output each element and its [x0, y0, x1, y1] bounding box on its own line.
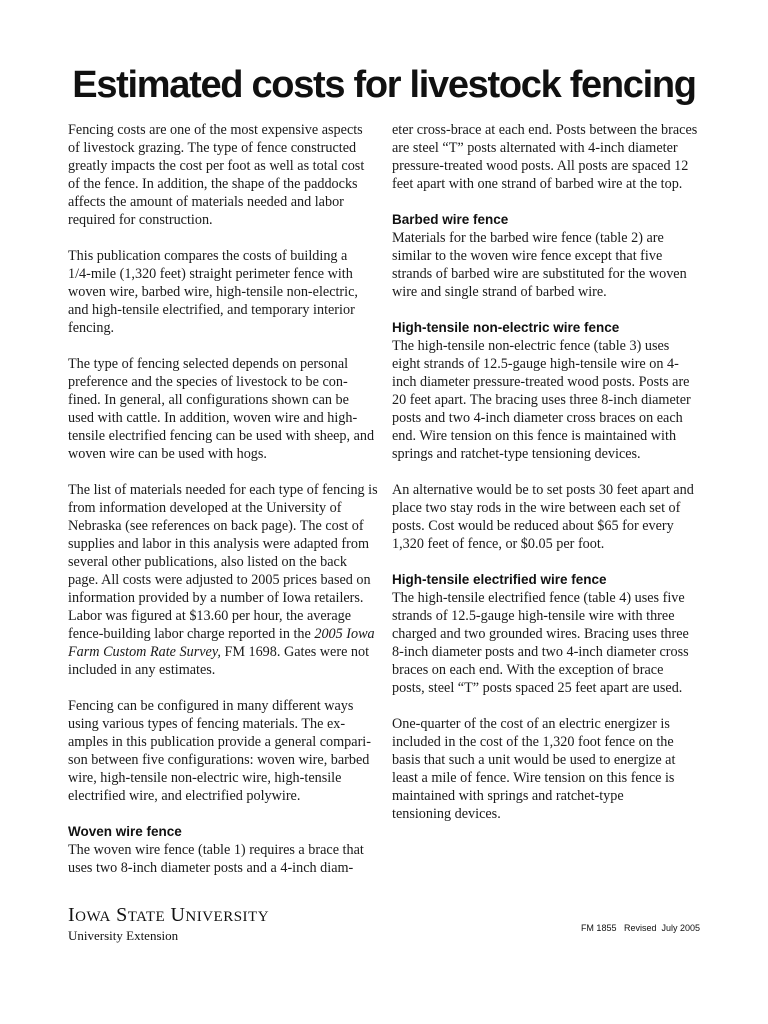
woven-wire-continued [392, 121, 704, 193]
text-line: eight strands of 12.5-gauge high-tensile wire on 4- [392, 356, 679, 372]
text-line: woven wire can be used with hogs. [68, 446, 267, 462]
text-line: springs and ratchet-type tensioning devices. [392, 446, 641, 462]
survey-title-part-2: Farm Custom Rate Survey, [68, 644, 221, 660]
text-line: eter cross-brace at each end. Posts between the braces [392, 122, 698, 138]
text-line: required for construction. [68, 212, 213, 228]
text-line: preference and the species of livestock to be con- [68, 374, 348, 390]
text-line: similar to the woven wire fence except that five [392, 248, 663, 264]
page-title: Estimated costs for livestock fencing [72, 64, 696, 106]
text-line: greatly impacts the cost per foot as well as total cost [68, 158, 365, 174]
text-line: included in the cost of the 1,320 foot fence on the [392, 734, 674, 750]
intro-paragraph [68, 121, 380, 229]
text-line: 20 feet apart. The bracing uses three 8-inch diameter [392, 392, 691, 408]
text-line: are steel “T” posts alternated with 4-inch diameter [392, 140, 678, 156]
configurations-paragraph [68, 697, 380, 805]
logo-extension-name: University Extension [68, 928, 179, 943]
text-line: of livestock grazing. The type of fence constructed [68, 140, 357, 156]
text-line: least a mile of fence. Wire tension on this fence is [392, 770, 675, 786]
text-line: The woven wire fence (table 1) requires a brace that [68, 842, 364, 858]
text-line: end. Wire tension on this fence is maintained with [392, 428, 677, 444]
text-line: place two stay rods in the wire between each set of [392, 500, 681, 516]
gates-note: included in any estimates. [68, 662, 216, 678]
survey-title-part-1: 2005 Iowa [314, 626, 375, 642]
woven-wire-text [68, 841, 380, 877]
text-line: posts, steel “T” posts spaced 25 feet apart are used. [392, 680, 683, 696]
text-line: from information developed at the University of [68, 500, 342, 516]
barbed-wire-heading: Barbed wire fence [392, 212, 509, 227]
text-line: charged and two grounded wires. Bracing uses three [392, 626, 689, 642]
text-line: woven wire, barbed wire, high-tensile non-electric, [68, 284, 358, 300]
publication-number: FM 1855 Revised July 2005 [580, 923, 700, 933]
text-line: Nebraska (see references on back page). The cost of [68, 518, 364, 534]
text-line: The high-tensile electrified fence (table 4) uses five [392, 590, 685, 606]
text-line: fined. In general, all configurations shown can be [68, 392, 349, 408]
text-line: Materials for the barbed wire fence (table 2) are [392, 230, 664, 246]
text-line: strands of 12.5-gauge high-tensile wire with three [392, 608, 675, 624]
text-line: Fencing costs are one of the most expensive aspects [68, 122, 363, 138]
text-line: several other publications, also listed on the back [68, 554, 347, 570]
text-line: electrified wire, and electrified polywire. [68, 788, 301, 804]
text-line: used with cattle. In addition, woven wire and high- [68, 410, 358, 426]
woven-wire-heading: Woven wire fence [68, 824, 182, 839]
fence-selection-paragraph [68, 355, 380, 463]
logo-university-name: IOWA STATE UNIVERSITY [68, 904, 270, 926]
text-line: information provided by a number of Iowa retailers. [68, 590, 364, 606]
text-line: wire, high-tensile non-electric wire, high-tensile [68, 770, 342, 786]
text-line: posts and two 4-inch diameter cross braces on each [392, 410, 683, 426]
text-line: An alternative would be to set posts 30 feet apart and [392, 482, 694, 498]
high-tensile-electrified-text [392, 589, 704, 697]
materials-paragraph [68, 481, 380, 679]
text-line: 8-inch diameter posts and two 4-inch diameter cross [392, 644, 689, 660]
text-line: pressure-treated wood posts. All posts are spaced 12 [392, 158, 689, 174]
text-line: The type of fencing selected depends on personal [68, 356, 349, 372]
barbed-wire-text [392, 229, 704, 301]
text-line: 1/4-mile (1,320 feet) straight perimeter fence with [68, 266, 353, 282]
text-line: Fencing can be configured in many different ways [68, 698, 354, 714]
text-line: fencing. [68, 320, 115, 336]
right-column [392, 121, 704, 841]
text-line: uses two 8-inch diameter posts and a 4-inch diam- [68, 860, 354, 876]
text-line: page. All costs were adjusted to 2005 prices based on [68, 572, 371, 588]
comparison-paragraph [68, 247, 380, 337]
high-tensile-non-electric-text [392, 337, 704, 463]
text-line: feet apart with one strand of barbed wire at the top. [392, 176, 683, 192]
text-line: The list of materials needed for each type of fencing is [68, 482, 378, 498]
text-line: One-quarter of the cost of an electric energizer is [392, 716, 670, 732]
text-line: tensile electrified fencing can be used with sheep, and [68, 428, 375, 444]
text-line: 1,320 feet of fence, or $0.05 per foot. [392, 536, 605, 552]
text-line: posts. Cost would be reduced about $65 for every [392, 518, 674, 534]
text-line: strands of barbed wire are substituted for the woven [392, 266, 687, 282]
text-line: wire and single strand of barbed wire. [392, 284, 607, 300]
text-line: fence-building labor charge reported in the [68, 626, 315, 642]
text-line: tensioning devices. [392, 806, 501, 822]
iowa-state-university-logo [68, 905, 269, 944]
text-line: Labor was figured at $13.60 per hour, the average [68, 608, 352, 624]
text-line: son between five configurations: woven wire, barbed [68, 752, 370, 768]
text-line: braces on each end. With the exception of brace [392, 662, 664, 678]
energizer-paragraph [392, 715, 704, 823]
text-line: The high-tensile non-electric fence (table 3) uses [392, 338, 670, 354]
text-line: inch diameter pressure-treated wood posts. Posts are [392, 374, 690, 390]
text-line: and high-tensile electrified, and temporary interior [68, 302, 355, 318]
text-line: basis that such a unit would be used to energize at [392, 752, 676, 768]
high-tensile-non-electric-heading: High-tensile non-electric wire fence [392, 320, 620, 335]
text-line: of the fence. In addition, the shape of the paddocks [68, 176, 358, 192]
survey-citation-tail: FM 1698. Gates were not [220, 644, 370, 660]
text-line: supplies and labor in this analysis were adapted from [68, 536, 370, 552]
high-tensile-alternative-text [392, 481, 704, 553]
left-column [68, 121, 380, 895]
text-line: amples in this publication provide a general compari- [68, 734, 371, 750]
text-line: maintained with springs and ratchet-type [392, 788, 624, 804]
high-tensile-electrified-heading: High-tensile electrified wire fence [392, 572, 607, 587]
text-line: affects the amount of materials needed and labor [68, 194, 344, 210]
text-line: This publication compares the costs of building a [68, 248, 348, 264]
text-line: using various types of fencing materials. The ex- [68, 716, 346, 732]
